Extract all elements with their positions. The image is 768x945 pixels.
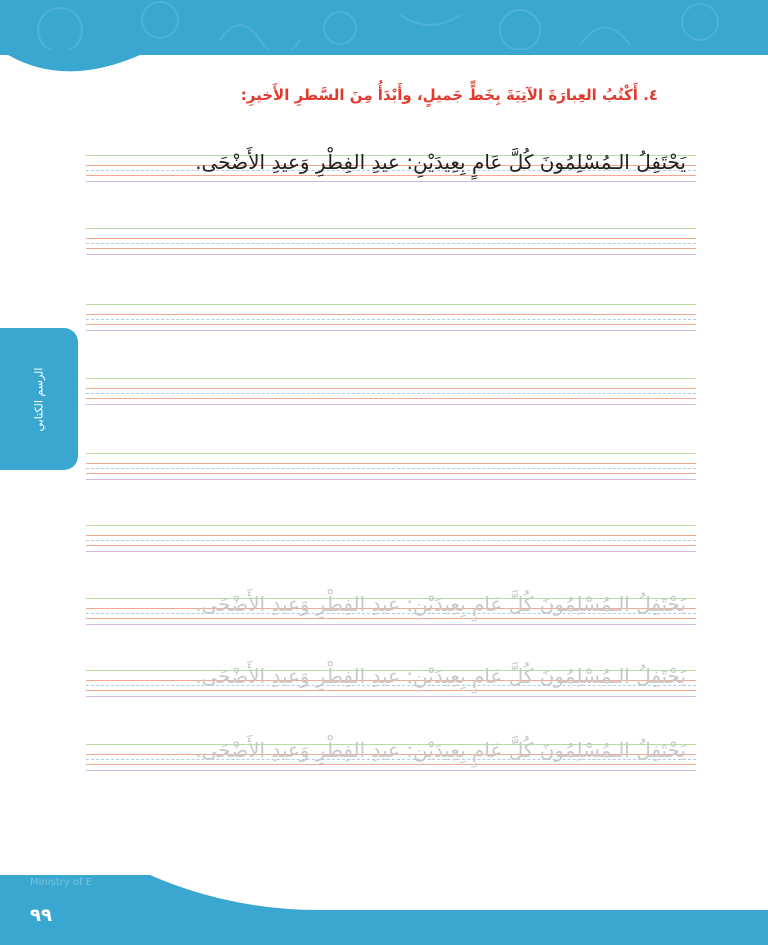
- writing-row-blank[interactable]: [86, 525, 696, 551]
- writing-row-blank[interactable]: [86, 228, 696, 254]
- sheet-curve: [0, 50, 768, 90]
- exercise-instruction: ٤. أَكْتُبُ العِبارَةَ الآتِيَةَ بِخَطٍّ جَميلٍ، وأَبْدَأُ مِنَ السَّطرِ الأَخيرِ:: [240, 86, 658, 104]
- trace-sentence: يَحْتَفِلُ الـمُسْلِمُونَ كُلَّ عَامٍ بِعِيدَيْنِ: عيدِ الفِطْرِ وَعيدِ الأَضْحَى.: [195, 592, 686, 616]
- ministry-watermark: Ministry of E: [30, 877, 92, 888]
- footer-curve: [0, 875, 768, 945]
- model-sentence: يَحْتَفِلُ الـمُسْلِمُونَ كُلَّ عَامٍ بِعِيدَيْنِ: عيدِ الفِطْرِ وَعيدِ الأَضْحَى.: [195, 150, 686, 174]
- writing-row-blank[interactable]: [86, 378, 696, 404]
- writing-row-blank[interactable]: [86, 453, 696, 479]
- chapter-side-tab-label-wrap: [27, 328, 51, 470]
- page-number: ٩٩: [30, 905, 52, 926]
- bottom-footer-band: [0, 875, 768, 945]
- trace-sentence: يَحْتَفِلُ الـمُسْلِمُونَ كُلَّ عَامٍ بِعِيدَيْنِ: عيدِ الفِطْرِ وَعيدِ الأَضْحَى.: [195, 738, 686, 762]
- trace-sentence: يَحْتَفِلُ الـمُسْلِمُونَ كُلَّ عَامٍ بِعِيدَيْنِ: عيدِ الفِطْرِ وَعيدِ الأَضْحَى.: [195, 664, 686, 688]
- writing-row-blank[interactable]: [86, 304, 696, 330]
- chapter-side-tab-label: الرسم الكتابي: [32, 367, 46, 431]
